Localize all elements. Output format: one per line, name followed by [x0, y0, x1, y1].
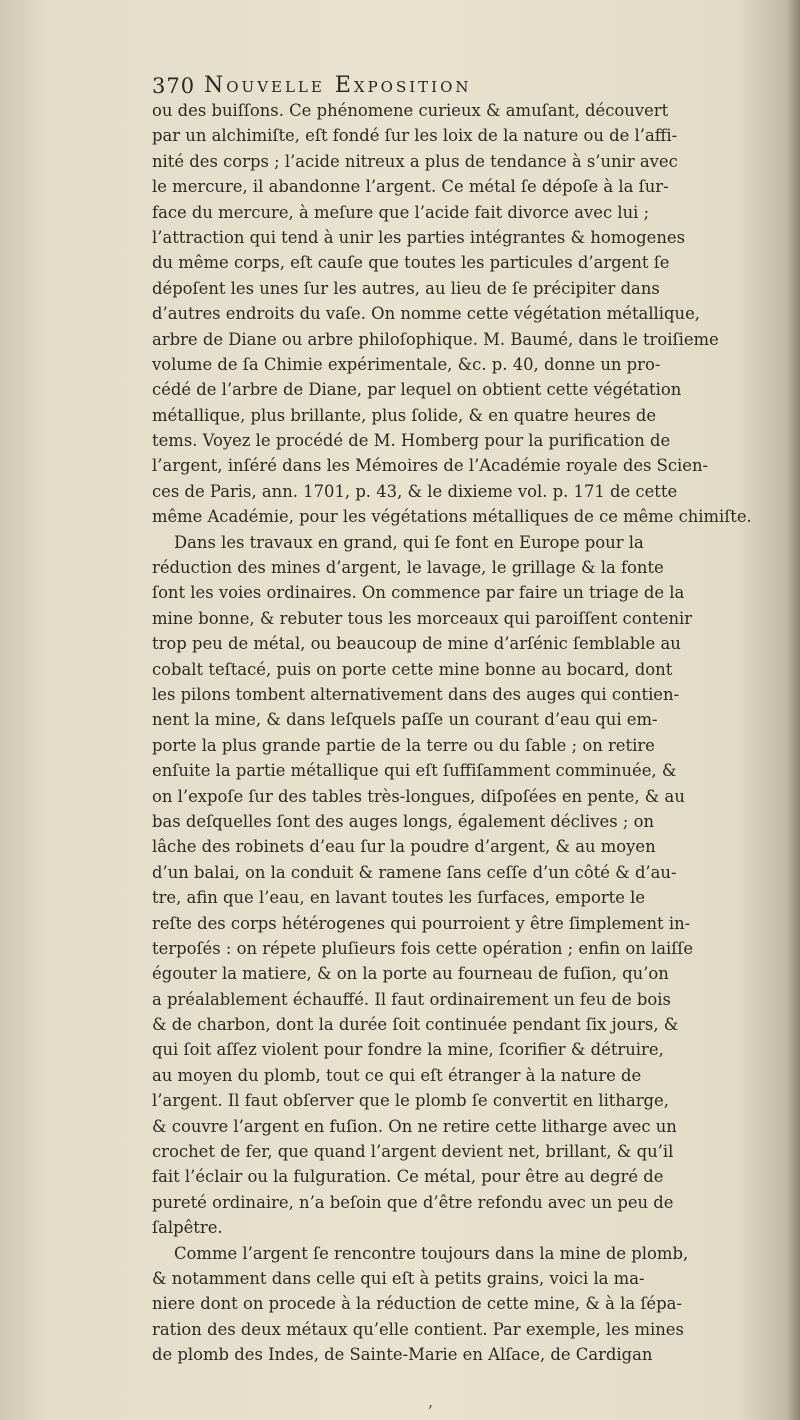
text-line: mine bonne, & rebuter tous les morceaux qui paroiſſent contenir — [152, 608, 693, 628]
page-number: 370 — [152, 74, 196, 98]
running-head: Nouvelle Exposition — [204, 73, 472, 98]
text-line: terpoſés : on répete pluſieurs fois cette opération ; enfin on laiſſe — [152, 938, 694, 958]
text-line: le mercure, il abandonne l’argent. Ce métal ſe dépoſe à la ſur- — [152, 177, 669, 197]
text-line: cobalt teſtacé, puis on porte cette mine bonne au bocard, dont — [152, 659, 673, 679]
text-line: tre, afin que l’eau, en lavant toutes les ſurfaces, emporte le — [152, 888, 646, 908]
text-line: arbre de Diane ou arbre philoſophique. M. Baumé, dans le troiſieme — [152, 329, 719, 349]
text-line: niere dont on procede à la réduction de cette mine, & à la ſépa- — [152, 1294, 682, 1314]
text-line: porte la plus grande partie de la terre ou du ſable ; on retire — [152, 735, 655, 755]
text-line: d’un balai, on la conduit & ramene ſans ceſſe d’un côté & d’au- — [152, 862, 677, 882]
paragraph-start-line: Dans les travaux en grand, qui ſe font en Europe pour la — [174, 532, 644, 552]
text-line: l’argent. Il faut obſerver que le plomb ſe convertit en litharge, — [152, 1091, 669, 1111]
text-line: crochet de fer, que quand l’argent devient net, brillant, & qu’il — [152, 1142, 674, 1162]
text-line: l’attraction qui tend à unir les parties intégrantes & homogenes — [152, 227, 686, 247]
text-line: enſuite la partie métallique qui eſt ſuffiſamment comminuée, & — [152, 761, 677, 781]
text-line: dépoſent les unes ſur les autres, au lieu de ſe précipiter dans — [152, 278, 660, 298]
text-line: du même corps, eſt cauſe que toutes les particules d’argent ſe — [152, 253, 670, 273]
text-line: cédé de l’arbre de Diane, par lequel on obtient cette végétation — [152, 380, 682, 400]
text-line: nent la mine, & dans leſquels paſſe un courant d’eau qui em- — [152, 710, 658, 730]
text-line: pureté ordinaire, n’a beſoin que d’être refondu avec un peu de — [152, 1192, 674, 1212]
text-line: réduction des mines d’argent, le lavage, le grillage & la fonte — [152, 558, 664, 578]
text-line: trop peu de métal, ou beaucoup de mine d’arſénic ſemblable au — [152, 634, 681, 654]
text-line: nité des corps ; l’acide nitreux a plus de tendance à s’unir avec — [152, 151, 678, 171]
text-line: ces de Paris, ann. 1701, p. 43, & le dixieme vol. p. 171 de cette — [152, 481, 678, 501]
text-line: face du mercure, à meſure que l’acide fait divorce avec lui ; — [152, 202, 650, 222]
text-line: fait l’éclair ou la fulguration. Ce métal, pour être au degré de — [152, 1167, 664, 1187]
text-line: au moyen du plomb, tout ce qui eſt étranger à la nature de — [152, 1065, 642, 1085]
text-line: & de charbon, dont la durée ſoit continuée pendant ſix jours, & — [152, 1015, 679, 1035]
text-line: & notamment dans celle qui eſt à petits grains, voici la ma- — [152, 1268, 645, 1288]
text-line: reſte des corps hétérogenes qui pourroient y être ſimplement in- — [152, 913, 691, 933]
text-line: bas deſquelles ſont des auges longs, également déclives ; on — [152, 811, 655, 831]
text-line: égouter la matiere, & on la porte au fourneau de fuſion, qu’on — [152, 964, 669, 984]
text-line: a préalablement échauffé. Il faut ordinairement un feu de bois — [152, 989, 671, 1009]
text-line: qui ſoit aſſez violent pour fondre la mine, ſcorifier & détruire, — [152, 1040, 664, 1060]
text-line: & couvre l’argent en fuſion. On ne retire cette litharge avec un — [152, 1116, 677, 1136]
ink-mark: ‚ — [428, 1392, 434, 1411]
text-line: l’argent, inſéré dans les Mémoires de l’Académie royale des Scien- — [152, 456, 709, 476]
body-text — [152, 98, 762, 1368]
text-line: volume de ſa Chimie expérimentale, &c. p. 40, donne un pro- — [152, 354, 661, 374]
text-line: ſont les voies ordinaires. On commence par faire un triage de la — [152, 583, 685, 603]
text-line: ration des deux métaux qu’elle contient. Par exemple, les mines — [152, 1319, 684, 1339]
text-line: ou des buiſſons. Ce phénomene curieux & amuſant, découvert — [152, 101, 669, 120]
text-line: même Académie, pour les végétations métalliques de ce même chimiſte. — [152, 507, 752, 527]
paragraph-start-line: Comme l’argent ſe rencontre toujours dans la mine de plomb, — [174, 1243, 689, 1263]
text-line: on l’expoſe ſur des tables très-longues, diſpoſées en pente, & au — [152, 786, 685, 806]
text-line: ſalpêtre. — [152, 1218, 223, 1238]
text-line: d’autres endroits du vaſe. On nomme cette végétation métallique, — [152, 304, 700, 324]
text-line: par un alchimiſte, eſt fondé ſur les loix de la nature ou de l’affi- — [152, 126, 678, 146]
text-line: tems. Voyez le procédé de M. Homberg pour la purification de — [152, 431, 671, 451]
text-line: métallique, plus brillante, plus ſolide, & en quatre heures de — [152, 405, 657, 425]
text-line: lâche des robinets d’eau ſur la poudre d’argent, & au moyen — [152, 837, 656, 857]
text-line: de plomb des Indes, de Sainte-Marie en Alſace, de Cardigan — [152, 1345, 653, 1365]
page-edge-shadow — [786, 0, 800, 1420]
text-line: les pilons tombent alternativement dans des auges qui contien- — [152, 684, 680, 704]
